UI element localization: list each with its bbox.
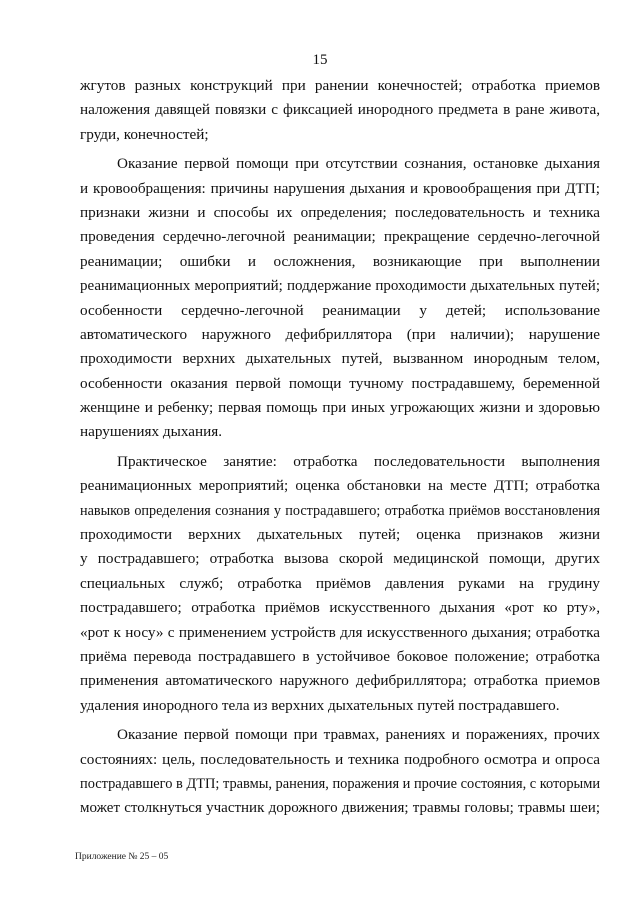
- text-line: реанимации; ошибки и осложнения, возникающие при выполнении: [80, 252, 600, 270]
- text-line: специальных служб; отработка приёмов давления руками на грудину: [80, 574, 600, 592]
- text-line: применения автоматического наружного дефибриллятора; отработка приемов: [80, 672, 600, 690]
- text-line: приёма перевода пострадавшего в устойчивое боковое положение; отработка: [80, 647, 600, 665]
- text-line: «рот к носу» с применением устройств для искусственного дыхания; отработка: [80, 623, 600, 641]
- text-line: и кровообращения: причины нарушения дыхания и кровообращения при ДТП;: [80, 179, 600, 197]
- text-line: жгутов разных конструкций при ранении конечностей; отработка приемов: [80, 77, 600, 94]
- text-line: Оказание первой помощи при отсутствии сознания, остановке дыхания: [117, 155, 600, 173]
- text-line: особенности сердечно-легочной реанимации у детей; использование: [80, 301, 600, 319]
- text-line: особенности оказания первой помощи тучному пострадавшему, беременной: [80, 374, 600, 392]
- text-line: состояниях: цель, последовательность и техника подробного осмотра и опроса: [80, 750, 600, 768]
- text-line: женщине и ребенку; первая помощь при иных угрожающих жизни и здоровью: [80, 399, 600, 417]
- text-line: у пострадавшего; отработка вызова скорой медицинской помощи, других: [80, 550, 600, 568]
- text-line: проходимости верхних дыхательных путей, вызванном инородным телом,: [80, 350, 600, 368]
- text-line: наложения давящей повязки с фиксацией инородного предмета в ране живота,: [80, 101, 600, 119]
- body-text: [80, 74, 600, 821]
- text-line: удаления инородного тела из верхних дыхательных путей пострадавшего.: [80, 696, 560, 714]
- text-line: Оказание первой помощи при травмах, ранениях и поражениях, прочих: [117, 726, 600, 744]
- text-line: автоматического наружного дефибриллятора (при наличии); нарушение: [80, 325, 600, 343]
- paragraph-continuation: [80, 74, 600, 147]
- text-line: реанимационных мероприятий; оценка обстановки на месте ДТП; отработка: [80, 477, 600, 495]
- paragraph-first-aid-unconscious: [80, 152, 600, 445]
- text-line: проходимости верхних дыхательных путей; оценка признаков жизни: [80, 526, 600, 544]
- text-line: реанимационных мероприятий; поддержание проходимости дыхательных путей;: [80, 278, 600, 295]
- text-line: Практическое занятие: отработка последовательности выполнения: [117, 452, 600, 470]
- paragraph-first-aid-injuries: [80, 723, 600, 821]
- text-line: признаки жизни и способы их определения; последовательность и техника: [80, 203, 600, 221]
- text-line: пострадавшего; отработка приёмов искусственного дыхания «рот ко рту»,: [80, 599, 600, 617]
- text-line: проведения сердечно-легочной реанимации; прекращение сердечно-легочной: [80, 228, 600, 246]
- text-line: нарушениях дыхания.: [80, 423, 223, 441]
- footer-appendix-label: Приложение № 25 – 05: [75, 852, 169, 862]
- text-line: груди, конечностей;: [80, 125, 209, 143]
- paragraph-practical-session: [80, 450, 600, 718]
- page-number: 15: [312, 52, 328, 68]
- text-line: может столкнуться участник дорожного движения; травмы головы; травмы шеи;: [80, 800, 600, 817]
- text-line: пострадавшего в ДТП; травмы, ранения, поражения и прочие состояния, с которыми: [80, 775, 601, 792]
- text-line: навыков определения сознания у пострадавшего; отработка приёмов восстановления: [80, 502, 600, 519]
